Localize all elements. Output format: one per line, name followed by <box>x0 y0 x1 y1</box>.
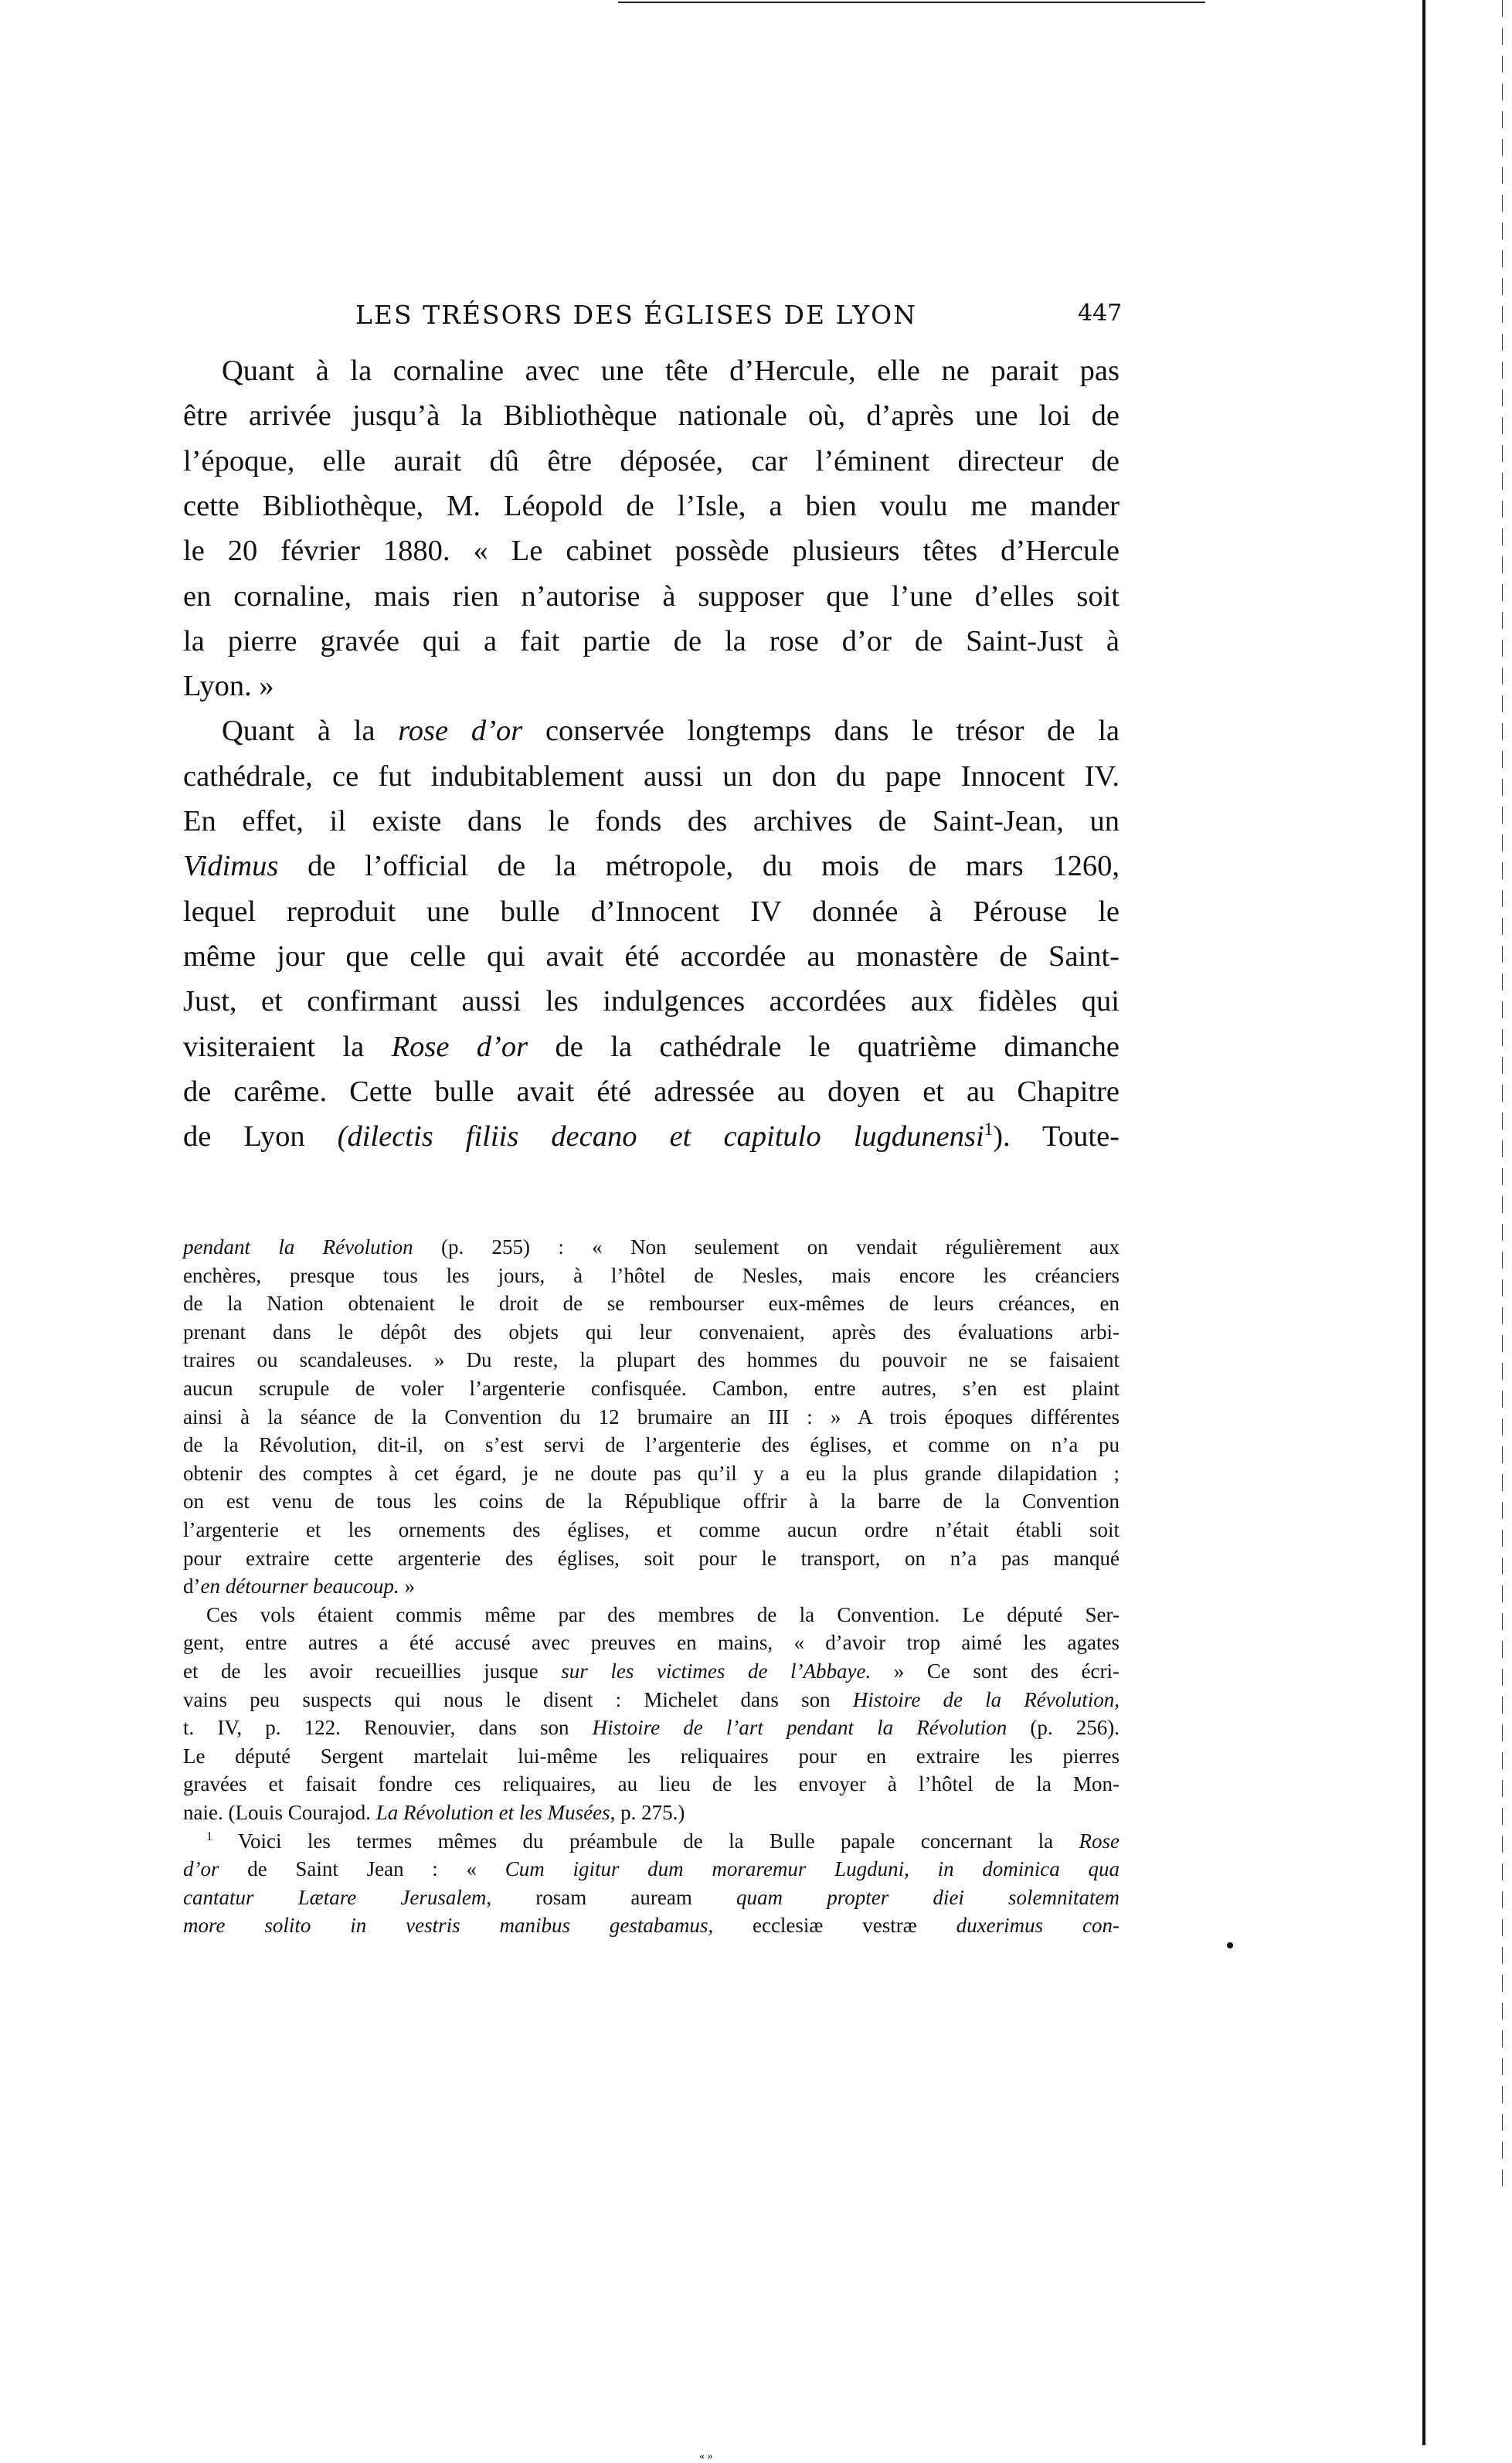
italic-text: (dilectis filiis decano et capitulo lugdunensi <box>337 1120 984 1153</box>
footnote-line <box>183 1262 1120 1289</box>
footnote-line <box>183 1319 1120 1345</box>
text-run: Le député Sergent martelait lui-même les reliquaires pour en extraire les pierres <box>183 1744 1120 1768</box>
text-run: de l’official de la métropole, du mois de mars 1260, <box>278 850 1120 883</box>
italic-text: quam propter diei solemnitatem <box>736 1885 1120 1909</box>
italic-text: sur les victimes de l’Abbaye. <box>561 1660 872 1683</box>
top-edge-rule <box>618 2 1205 3</box>
footnote-line <box>183 1799 1120 1826</box>
footnote-line <box>183 1432 1120 1458</box>
footnote-line <box>183 1517 1120 1543</box>
body-text-line <box>183 802 1120 841</box>
footnote-line <box>183 1714 1120 1741</box>
body-text-line <box>183 1072 1120 1111</box>
text-run: de Saint Jean : « <box>219 1857 505 1881</box>
footnote-line <box>183 1375 1120 1401</box>
italic-text: duxerimus con- <box>956 1914 1120 1938</box>
text-run: l’argenterie et les ornements des églises, et comme aucun ordre n’était établi soit <box>183 1518 1120 1541</box>
italic-text: more solito in vestris manibus gestabamus, <box>183 1914 714 1938</box>
italic-text: Histoire de l’art pendant la Révolution <box>592 1716 1007 1740</box>
text-run: l’époque, elle aurait dû être déposée, car l’éminent directeur de <box>183 444 1120 477</box>
text-run: , rosam auream <box>486 1885 737 1909</box>
text-run: être arrivée jusqu’à la Bibliothèque nationale où, d’après une loi de <box>183 399 1120 433</box>
text-run: (p. 255) : « Non seulement on vendait régulièrement aux <box>413 1235 1120 1259</box>
text-run: ecclesiæ vestræ <box>713 1914 956 1938</box>
body-text-line <box>183 847 1120 885</box>
text-run: Quant à la cornaline avec une tête d’Hercule, elle ne parait pas <box>222 355 1120 387</box>
text-run: vains peu suspects qui nous le disent : Michelet dans son <box>183 1687 853 1711</box>
text-run: lequel reproduit une bulle d’Innocent IV donnée à Pérouse le <box>183 895 1120 928</box>
body-text-line <box>183 1028 1120 1066</box>
text-run: gent, entre autres a été accusé avec preuves en mains, « d’avoir trop aimé les agates <box>183 1631 1120 1655</box>
text-run: de carême. Cette bulle avait été adressée au doyen et au Chapitre <box>183 1075 1120 1108</box>
italic-text: Cum igitur dum moraremur Lugduni, in dominica qua <box>505 1857 1120 1881</box>
footnote-line <box>183 1545 1120 1571</box>
text-run: , p. 275.) <box>610 1801 685 1824</box>
text-run: Ces vols étaient commis même par des membres de la Convention. Le député Ser- <box>206 1602 1120 1626</box>
body-text-line <box>183 982 1120 1021</box>
text-run: enchères, presque tous les jours, à l’hôtel de Nesles, mais encore les créanciers <box>183 1263 1120 1287</box>
scan-edge-line <box>1502 0 1503 2194</box>
text-run: de la Révolution, dit-il, on s’est servi de l’argenterie des églises, et comme on n’a pu <box>183 1433 1120 1457</box>
text-run: naie. (Louis Courajod. <box>183 1801 376 1824</box>
body-text-line <box>183 487 1120 525</box>
text-run: conservée longtemps dans le trésor de la <box>522 715 1120 748</box>
text-run: de la Nation obtenaient le droit de se rembourser eux-mêmes de leurs créances, en <box>183 1292 1120 1316</box>
text-run: on est venu de tous les coins de la République offrir à la barre de la Convention <box>183 1490 1120 1513</box>
text-run: de la cathédrale le quatrième dimanche <box>528 1030 1120 1063</box>
ink-speck <box>1227 1942 1233 1948</box>
footnote-line <box>183 1573 1120 1599</box>
body-text-line <box>183 892 1120 931</box>
italic-text: pendant la Révolution <box>183 1235 413 1259</box>
bottom-fragment: « » <box>699 2451 713 2462</box>
italic-text: cantatur Lætare Jerusalem <box>183 1885 487 1909</box>
text-run: cette Bibliothèque, M. Léopold de l’Isle, a bien voulu me mander <box>183 489 1120 522</box>
page-number: 447 <box>1078 300 1123 327</box>
body-text-line <box>183 937 1120 976</box>
text-run: pour extraire cette argenterie des églises, soit pour le transport, on n’a pas manqué <box>183 1546 1120 1570</box>
body-text-line <box>222 352 1120 390</box>
text-run: de Lyon <box>183 1120 338 1153</box>
footnote-line <box>183 1771 1120 1797</box>
italic-text: d’or <box>183 1857 219 1881</box>
body-text-line <box>183 757 1120 796</box>
footnote-line <box>183 1658 1120 1684</box>
text-run: le 20 février 1880. « Le cabinet possède plusieurs têtes d’Hercule <box>183 535 1120 568</box>
italic-text: rose d’or <box>398 715 523 748</box>
body-text-line <box>183 667 1120 705</box>
text-run: même jour que celle qui avait été accordée au monastère de Saint- <box>183 939 1120 973</box>
page-header <box>355 300 1128 334</box>
text-run: et de les avoir recueillies jusque <box>183 1660 562 1683</box>
footnote-line <box>183 1347 1120 1373</box>
text-run: la pierre gravée qui a fait partie de la rose d’or de Saint-Just à <box>183 624 1120 657</box>
text-run: prenant dans le dépôt des objets qui leur convenaient, après des évaluations arbi- <box>183 1320 1120 1344</box>
text-run: Quant à la <box>222 715 399 748</box>
footnote-marker: 1 <box>206 1829 213 1843</box>
footnote-line <box>206 1602 1120 1628</box>
text-run: gravées et faisait fondre ces reliquaires, au lieu de les envoyer à l’hôtel de la Mon- <box>183 1772 1120 1796</box>
footnote-line <box>183 1234 1120 1260</box>
text-run: cathédrale, ce fut indubitablement aussi un don du pape Innocent IV. <box>183 759 1120 793</box>
footnote-marker: 1 <box>984 1119 994 1140</box>
text-run: traires ou scandaleuses. » Du reste, la plupart des hommes du pouvoir ne se faisaient <box>183 1348 1120 1372</box>
body-text-line <box>183 396 1120 435</box>
italic-text: en détourner beaucoup. <box>200 1575 399 1598</box>
text-run: obtenir des comptes à cet égard, je ne doute pas qu’il y a eu la plus grande dilapidation ; <box>183 1461 1120 1485</box>
running-title: LES TRÉSORS DES ÉGLISES DE LYON <box>355 300 918 330</box>
italic-text: Rose d’or <box>391 1030 528 1063</box>
italic-text: Vidimus <box>183 850 279 883</box>
footnote-line <box>183 1488 1120 1514</box>
text-run: (p. 256). <box>1007 1716 1120 1740</box>
body-text-line <box>222 712 1120 750</box>
text-run: » <box>399 1575 415 1598</box>
text-run: » Ce sont des écri- <box>871 1660 1120 1683</box>
text-run: en cornaline, mais rien n’autorise à supposer que l’une d’elles soit <box>183 579 1120 613</box>
text-run: ainsi à la séance de la Convention du 12 brumaire an III : » A trois époques différentes <box>183 1405 1120 1429</box>
footnote-line <box>183 1884 1120 1911</box>
footnote-line <box>183 1629 1120 1656</box>
text-run: ). Toute- <box>993 1120 1120 1153</box>
text-run: d’ <box>183 1575 201 1598</box>
body-text-line <box>183 622 1120 661</box>
body-text-line <box>183 1117 1120 1156</box>
italic-text: La Révolution et les Musées <box>375 1801 610 1824</box>
body-text-line <box>183 442 1120 481</box>
text-run: t. IV, p. 122. Renouvier, dans son <box>183 1716 593 1740</box>
italic-text: Rose <box>1079 1829 1120 1853</box>
text-run: Voici les termes mêmes du préambule de la Bulle papale concernant la <box>212 1829 1079 1853</box>
text-run: Just, et confirmant aussi les indulgences accordées aux fidèles qui <box>183 985 1120 1018</box>
footnote-line <box>183 1743 1120 1769</box>
footnote-line <box>183 1404 1120 1430</box>
text-run: aucun scrupule de voler l’argenterie confisquée. Cambon, entre autres, s’en est plaint <box>183 1377 1120 1400</box>
body-text-line <box>183 532 1120 570</box>
footnote-line <box>183 1687 1120 1713</box>
footnote-line <box>183 1290 1120 1316</box>
page-gutter-line <box>1422 0 1425 2445</box>
text-run: visiteraient la <box>183 1030 392 1063</box>
footnote-line <box>183 1460 1120 1486</box>
footnote-line <box>206 1828 1120 1854</box>
footnote-line <box>183 1912 1120 1938</box>
italic-text: Histoire de la Révolution, <box>852 1687 1120 1711</box>
footnote-line <box>183 1856 1120 1882</box>
text-run: En effet, il existe dans le fonds des archives de Saint-Jean, un <box>183 805 1120 837</box>
body-text-line <box>183 577 1120 616</box>
text-run: Lyon. » <box>183 670 274 703</box>
